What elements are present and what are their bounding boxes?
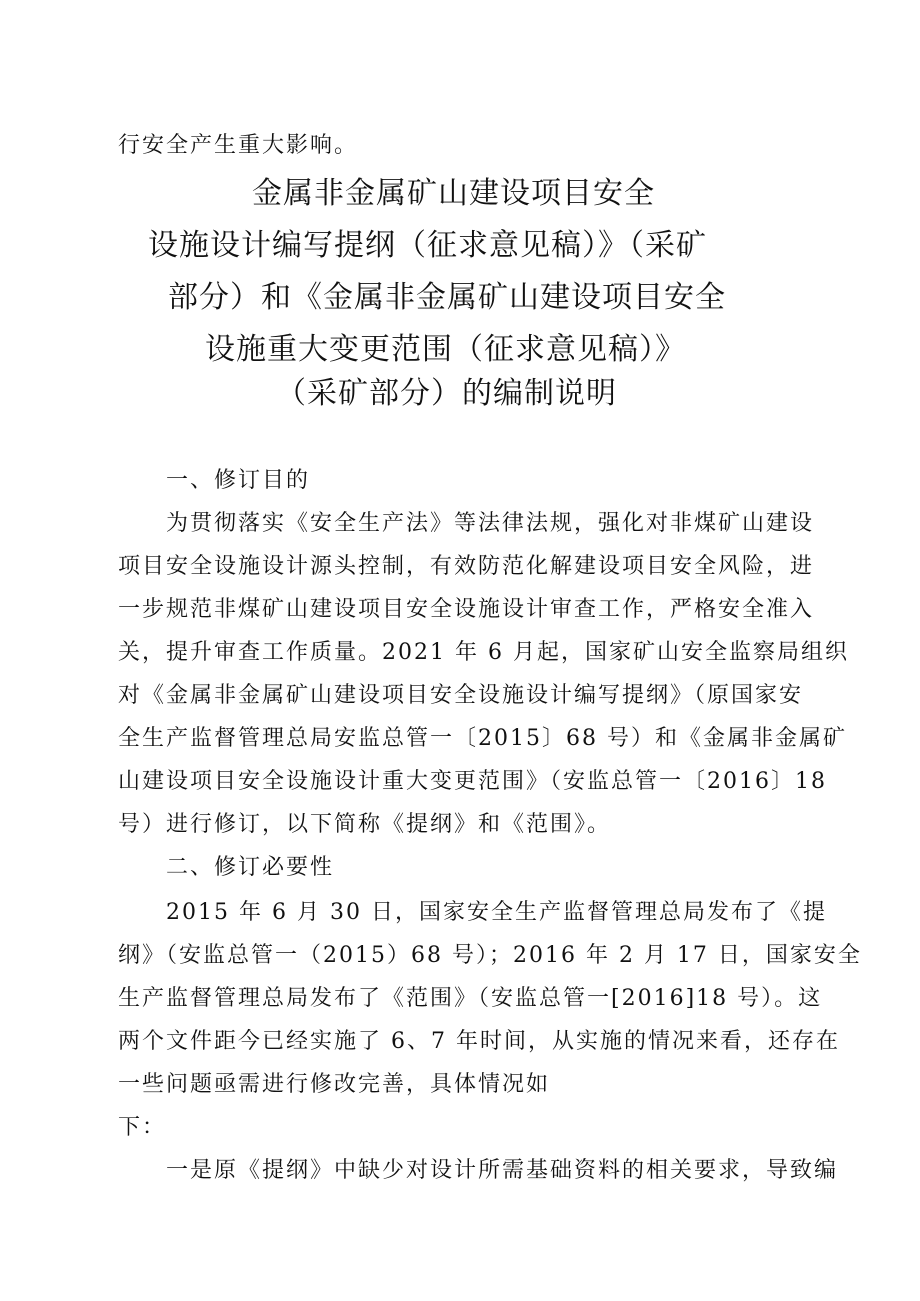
carry-over-line: 行安全产生重大影响。: [118, 133, 359, 158]
paragraph-line: 一是原《提纲》中缺少对设计所需基础资料的相关要求，导致编: [166, 1158, 839, 1183]
paragraph-line: 2015 年 6 月 30 日，国家安全生产监督管理总局发布了《提: [166, 900, 827, 925]
paragraph-line: 对《金属非金属矿山建设项目安全设施设计编写提纲》（原国家安: [118, 683, 804, 708]
paragraph-line: 关，提升审查工作质量。2021 年 6 月起，国家矿山安全监察局组织: [118, 640, 849, 665]
paragraph-line: 生产监督管理总局发布了《范围》（安监总管一[2016]18 号）。这: [118, 986, 823, 1011]
paragraph-line: 下：: [118, 1115, 167, 1140]
paragraph-line: 号）进行修订，以下简称《提纲》和《范围》。: [118, 812, 612, 837]
paragraph-line: 一些问题亟需进行修改完善，具体情况如: [118, 1072, 551, 1097]
section-heading-necessity: 二、修订必要性: [166, 855, 335, 880]
title-line-3: 部分）和《金属非金属矿山建设项目安全: [168, 280, 726, 315]
paragraph-line: 两个文件距今已经实施了 6、7 年时间，从实施的情况来看，还存在: [118, 1029, 840, 1054]
paragraph-line: 纲》（安监总管一（2015）68 号）；2016 年 2 月 17 日，国家安全: [118, 943, 862, 968]
paragraph-line: 全生产监督管理总局安监总管一〔2015〕68 号）和《金属非金属矿: [118, 726, 847, 751]
title-line-2: 设施设计编写提纲（征求意见稿）》（采矿: [148, 228, 707, 263]
paragraph-line: 山建设项目安全设施设计重大变更范围》（安监总管一〔2016〕18: [118, 769, 827, 794]
title-line-1: 金属非金属矿山建设项目安全: [252, 176, 655, 211]
title-line-4: 设施重大变更范围（征求意见稿）》: [205, 332, 686, 367]
paragraph-line: 为贯彻落实《安全生产法》等法律法规，强化对非煤矿山建设: [166, 511, 815, 536]
section-heading-purpose: 一、修订目的: [166, 468, 311, 493]
paragraph-line: 一步规范非煤矿山建设项目安全设施设计审查工作，严格安全准入: [118, 597, 815, 622]
title-line-5: （采矿部分）的编制说明: [276, 376, 617, 411]
paragraph-line: 项目安全设施设计源头控制，有效防范化解建设项目安全风险，进: [118, 554, 815, 579]
